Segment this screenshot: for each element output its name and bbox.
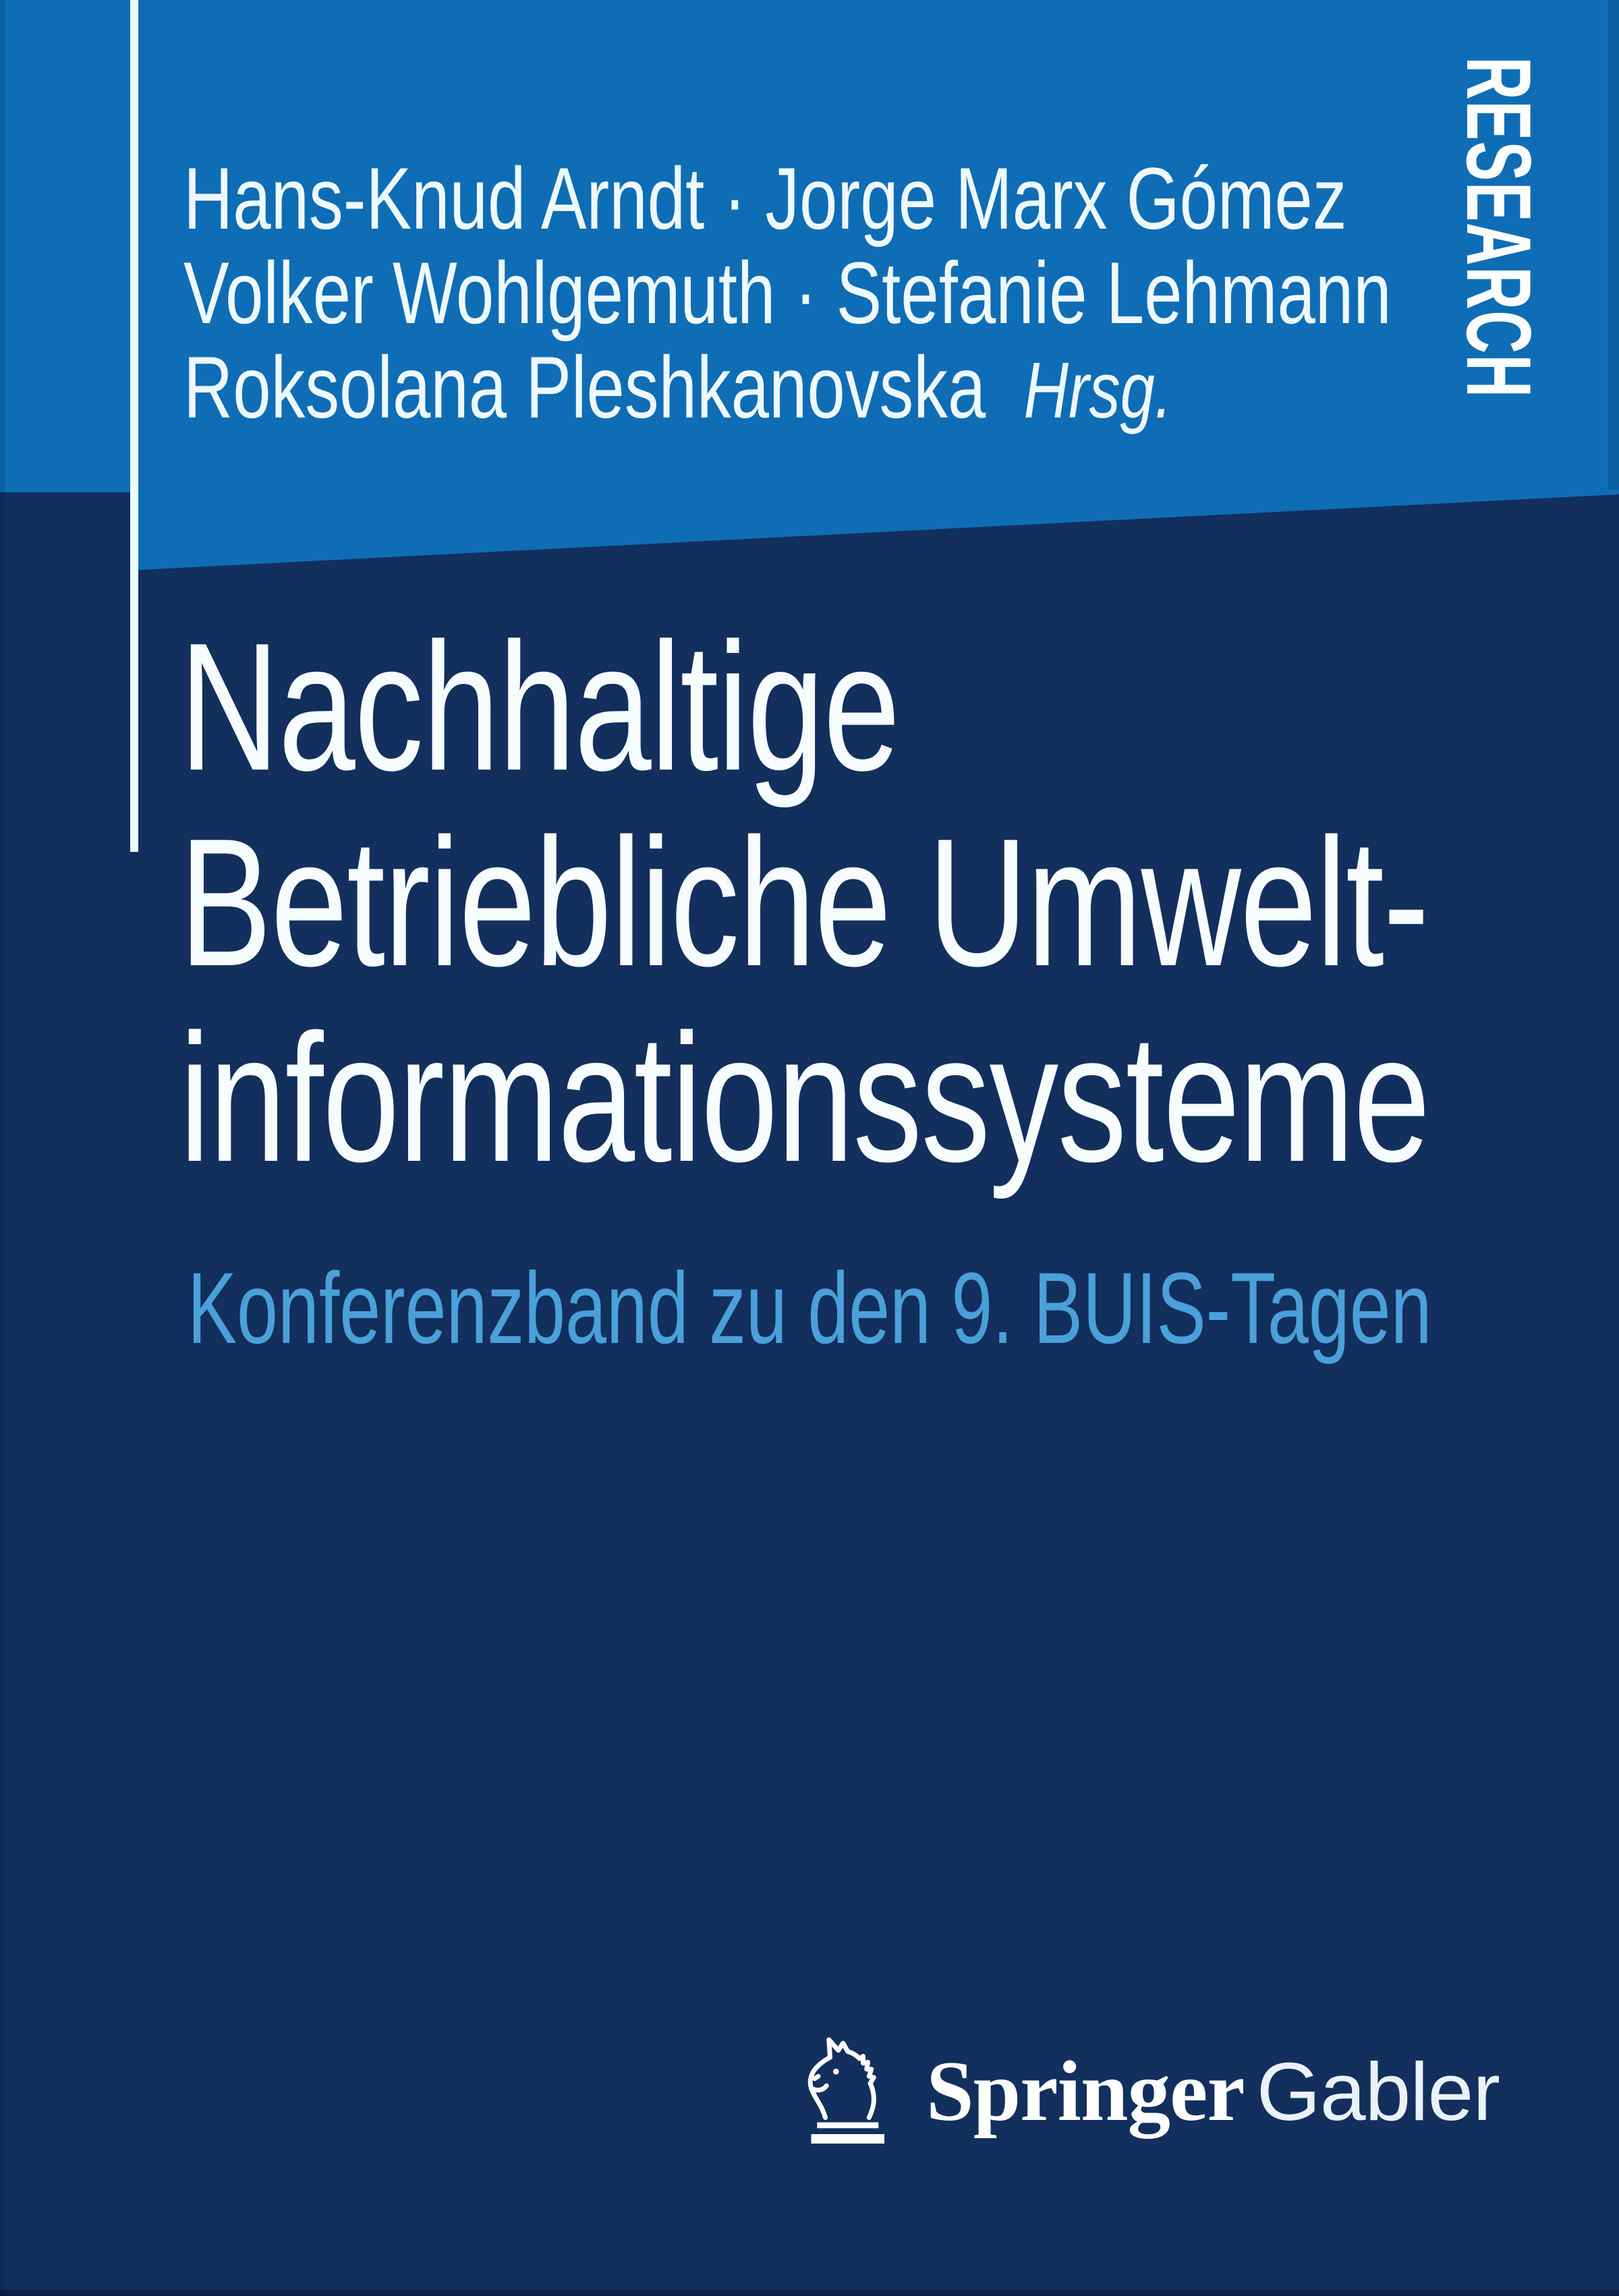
title-line-1: Nachhaltige xyxy=(179,606,899,809)
author-line-3-names: Roksolana Pleshkanovska xyxy=(183,338,986,436)
author-line-2: Volker Wohlgemuth · Stefanie Lehmann xyxy=(183,243,1392,342)
publisher-name-springer: Springer xyxy=(926,2044,1245,2139)
author-line-3 xyxy=(183,340,1392,438)
publisher-logo xyxy=(799,2029,1500,2145)
publisher-name-gabler: Gabler xyxy=(1256,2046,1500,2137)
book-title xyxy=(179,606,1619,1200)
springer-knight-icon xyxy=(799,2029,894,2145)
title-line-3: informationssysteme xyxy=(179,997,1429,1200)
publisher-wordmark xyxy=(926,2044,1500,2139)
cover-bottom-edge-shade xyxy=(0,2290,1619,2296)
book-subtitle: Konferenzband zu den 9. BUIS-Tagen xyxy=(188,1251,1432,1365)
authors-block xyxy=(183,151,1619,438)
spine-divider-line xyxy=(130,0,138,852)
title-line-2: Betriebliche Umwelt- xyxy=(179,801,1429,1004)
series-label: RESEARCH xyxy=(1448,57,1550,399)
editor-suffix-label: Hrsg. xyxy=(1023,346,1172,435)
cover-left-edge-shade xyxy=(0,0,5,2296)
author-line-1: Hans-Knud Arndt · Jorge Marx Gómez xyxy=(183,149,1347,248)
